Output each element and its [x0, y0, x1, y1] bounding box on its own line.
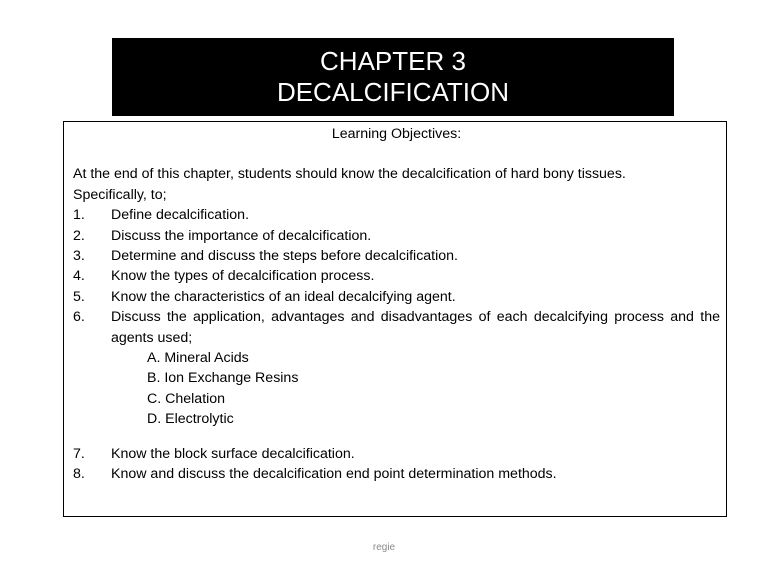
- objective-text: Discuss the importance of decalcification.: [111, 227, 372, 244]
- objective-item: [73, 444, 720, 464]
- objective-number: 8.: [73, 466, 85, 483]
- objective-text: Know the characteristics of an ideal decalcifying agent.: [111, 288, 456, 305]
- objective-text: Know the types of decalcification process.: [111, 268, 375, 285]
- objective-number: 5.: [73, 288, 85, 305]
- spacer: [73, 430, 720, 444]
- objective-number: 3.: [73, 248, 85, 265]
- objective-text: Discuss the application, advantages and disadvantages of each decalcifying process and the agents used;: [111, 309, 720, 346]
- objective-number: 4.: [73, 268, 85, 285]
- objective-number: 6.: [73, 309, 85, 326]
- objective-item: [73, 464, 720, 484]
- sub-item: D. Electrolytic: [147, 411, 234, 428]
- objective-number: 7.: [73, 445, 85, 462]
- chapter-number: CHAPTER 3: [320, 46, 466, 76]
- objective-item: [73, 266, 720, 286]
- objective-text: Define decalcification.: [111, 207, 250, 224]
- objective-item: [73, 205, 720, 225]
- sub-item: A. Mineral Acids: [147, 350, 249, 367]
- objective-item: [73, 307, 720, 348]
- objective-number: 1.: [73, 207, 85, 224]
- objective-item: [73, 246, 720, 266]
- learning-objectives-heading: Learning Objectives:: [331, 126, 462, 142]
- footer-text: regie: [372, 542, 396, 553]
- objective-text: Know the block surface decalcification.: [111, 445, 355, 462]
- intro-text: At the end of this chapter, students should know the decalcification of hard bony tissues.: [73, 166, 626, 183]
- objective-text: Know and discuss the decalcification end point determination methods.: [111, 466, 557, 483]
- learning-objectives-box: [63, 121, 727, 517]
- sub-item: C. Chelation: [147, 390, 226, 407]
- chapter-title-banner: [112, 38, 674, 116]
- spacer: [73, 144, 720, 164]
- chapter-title: DECALCIFICATION: [276, 77, 510, 107]
- sub-item: B. Ion Exchange Resins: [147, 370, 299, 387]
- objective-number: 2.: [73, 227, 85, 244]
- specifically-text: Specifically, to;: [73, 186, 167, 203]
- objective-item: [73, 287, 720, 307]
- objective-text: Determine and discuss the steps before decalcification.: [111, 248, 458, 265]
- objective-item: [73, 226, 720, 246]
